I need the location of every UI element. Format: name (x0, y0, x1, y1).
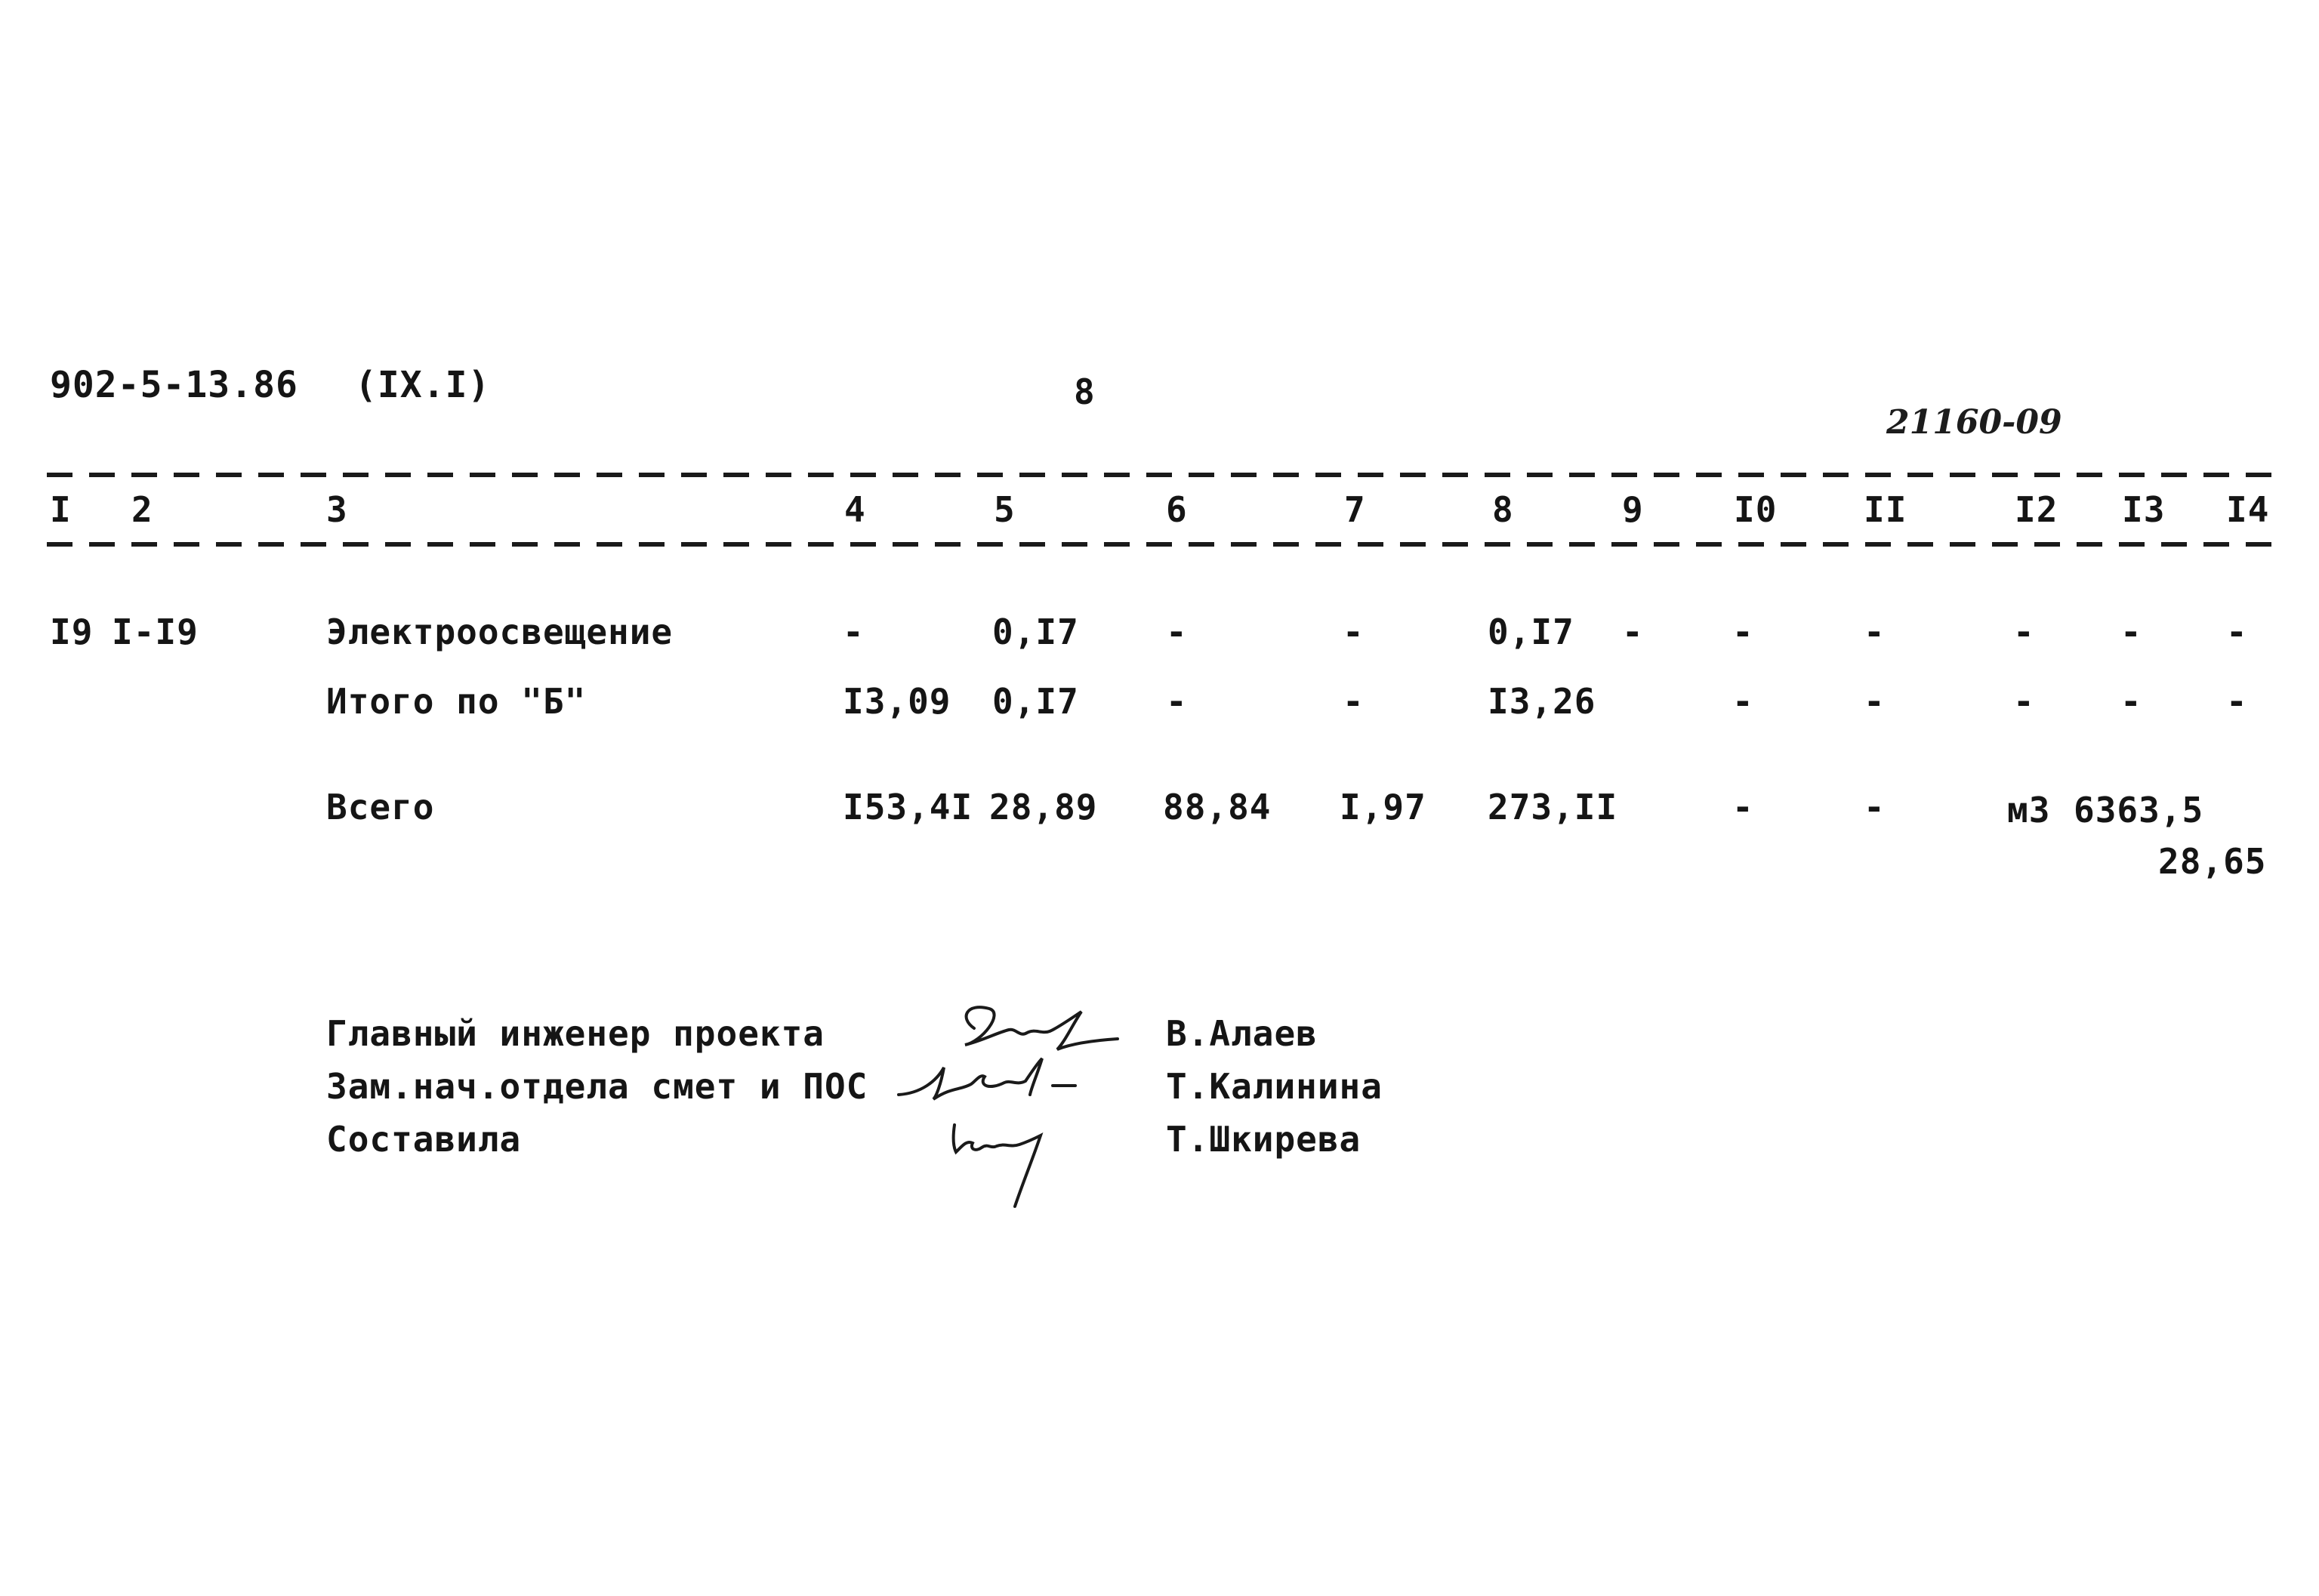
header-top-rule (47, 473, 2273, 477)
cell-col5: 0,I7 (992, 681, 1079, 722)
cell-col11: - (1864, 612, 1886, 652)
cell-col5: 0,I7 (992, 612, 1079, 652)
cell-col9: - (1622, 612, 1644, 652)
signatory-name: В.Алаев (1166, 1013, 1318, 1054)
document-code: 902-5-13.86 (50, 364, 298, 406)
column-header: 7 (1344, 489, 1366, 530)
column-header: 4 (844, 489, 866, 530)
cell-col14: - (2226, 612, 2248, 652)
row-name: Всего (326, 787, 435, 827)
cell-col12-unit: м3 (2007, 790, 2051, 830)
cell-col4: I3,09 (843, 681, 951, 722)
signatory-name: Т.Шкирева (1166, 1119, 1361, 1160)
column-header: I2 (2015, 489, 2058, 530)
header-bottom-rule (47, 542, 2273, 547)
column-header: 5 (994, 489, 1016, 530)
column-header: 6 (1166, 489, 1188, 530)
signature-role: Составила (326, 1119, 522, 1160)
cell-col6: - (1166, 681, 1188, 722)
column-header: I4 (2226, 489, 2270, 530)
row-name: Электроосвещение (326, 612, 674, 652)
cell-col4: I53,4I (843, 787, 973, 827)
cell-col7: - (1343, 612, 1365, 652)
page-number: 8 (1074, 371, 1096, 412)
column-header: II (1864, 489, 1907, 530)
cell-col12: - (2013, 612, 2035, 652)
column-header: I3 (2122, 489, 2166, 530)
cell-extra-value: 28,65 (2158, 841, 2267, 882)
handwritten-signature-3 (944, 1113, 1065, 1211)
cell-col11: - (1864, 787, 1886, 827)
row-number: I9 (50, 612, 94, 652)
archive-number: 21160-09 (1886, 403, 2062, 442)
cell-col10: - (1732, 787, 1754, 827)
cell-col10: - (1732, 681, 1754, 722)
cell-col13: 6363,5 (2074, 790, 2204, 830)
cell-col5: 28,89 (989, 787, 1098, 827)
cell-col6: - (1166, 612, 1188, 652)
signature-role: Главный инженер проекта (326, 1013, 825, 1054)
cell-col8: I3,26 (1488, 681, 1596, 722)
signature-role: Зам.нач.отдела смет и ПОС (326, 1066, 868, 1107)
cell-col10: - (1732, 612, 1754, 652)
signatory-name: Т.Калинина (1166, 1066, 1383, 1107)
section-code: (IX.I) (355, 364, 491, 406)
column-header: 2 (131, 489, 153, 530)
cell-col7: - (1343, 681, 1365, 722)
cell-col7: I,97 (1340, 787, 1426, 827)
cell-col13: - (2120, 612, 2142, 652)
column-header: 8 (1492, 489, 1514, 530)
column-header: I (50, 489, 72, 530)
row-name: Итого по "Б" (326, 681, 587, 722)
cell-col4: - (843, 612, 865, 652)
cell-col14: - (2226, 681, 2248, 722)
handwritten-signature-2 (891, 1051, 1087, 1111)
cell-col11: - (1864, 681, 1886, 722)
cell-col8: 273,II (1488, 787, 1618, 827)
column-header: I0 (1734, 489, 1778, 530)
column-header: 9 (1622, 489, 1644, 530)
column-header: 3 (326, 489, 348, 530)
row-reference: I-I9 (112, 612, 199, 652)
cell-col12: - (2013, 681, 2035, 722)
cell-col8: 0,I7 (1488, 612, 1574, 652)
cell-col6: 88,84 (1163, 787, 1272, 827)
cell-col13: - (2120, 681, 2142, 722)
